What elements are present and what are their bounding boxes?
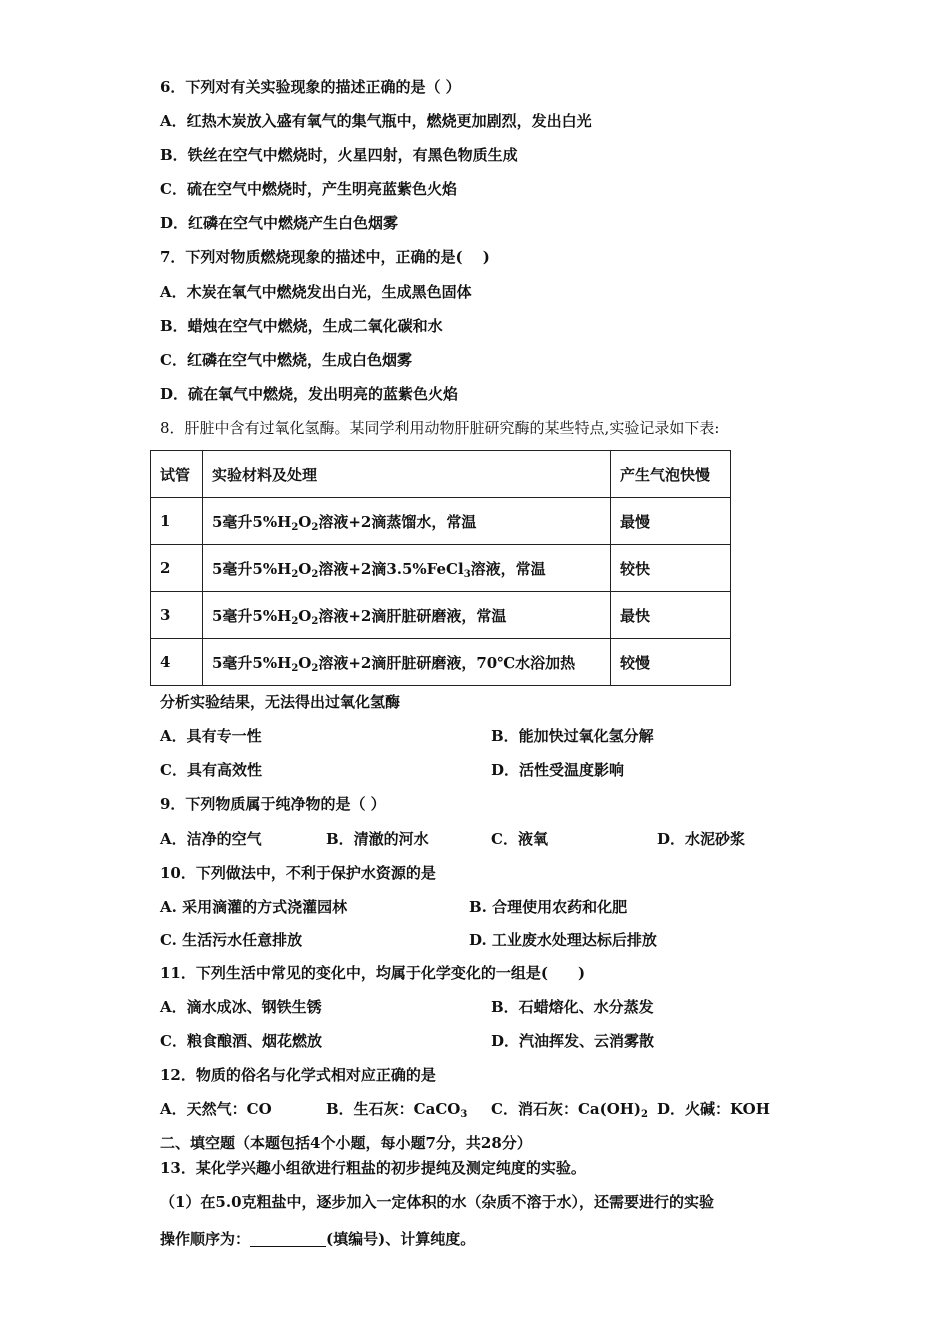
row-material: 5毫升$5\%H_2O_2$溶液+2滴肝脏研磨液，70℃水浴加热 [203,639,611,686]
row-result: 较快 [611,545,731,592]
q8-option-d: D．活性受温度影响 [491,761,625,779]
q12-option-c: C．消石灰：$Ca(OH)_2$ [491,1100,648,1120]
section-heading: 二、填空题（本题包括4个小题，每小题7分，共28分） [160,1134,532,1152]
row-id: 3 [151,592,203,639]
q11-option-b: B．石蜡熔化、水分蒸发 [491,998,654,1016]
q9-stem: 9．下列物质属于纯净物的是（ ） [160,795,386,813]
q8-analysis: 分析实验结果，无法得出过氧化氢酶 [160,693,401,711]
header-tube: 试管 [151,451,203,498]
header-material: 实验材料及处理 [203,451,611,498]
q11-option-d: D．汽油挥发、云消雾散 [491,1032,655,1050]
row-result: 较慢 [611,639,731,686]
q11-option-c: C．粮食酿酒、烟花燃放 [160,1032,322,1050]
q9-option-d: D．水泥砂浆 [657,830,746,848]
header-rate: 产生气泡快慢 [611,451,731,498]
q6-option-b: B．铁丝在空气中燃烧时，火星四射，有黑色物质生成 [160,146,518,164]
experiment-table [150,450,731,686]
row-material: 5毫升$5\%H_2O_2$溶液+2滴肝脏研磨液，常温 [203,592,611,639]
q7-option-c: C．红磷在空气中燃烧，生成白色烟雾 [160,351,412,369]
table-row [151,592,731,639]
q7-option-d: D．硫在氧气中燃烧，发出明亮的蓝紫色火焰 [160,385,459,403]
q13-part1-line1: （1）在5.0克粗盐中，逐步加入一定体积的水（杂质不溶于水），还需要进行的实验 [160,1193,715,1211]
row-material: 5毫升$5\%H_2O_2$溶液+2滴3.5%FeCl$_3$溶液，常温 [203,545,611,592]
q10-option-d: D. 工业废水处理达标后排放 [469,931,657,949]
q7-stem: 7．下列对物质燃烧现象的描述中，正确的是( ) [160,248,490,266]
q6-option-d: D．红磷在空气中燃烧产生白色烟雾 [160,214,399,232]
row-material: 5毫升$5\%H_2O_2$溶液+2滴蒸馏水，常温 [203,498,611,545]
q12-option-a: A．天然气：CO [160,1100,272,1118]
q7-option-a: A．木炭在氧气中燃烧发出白光，生成黑色固体 [160,283,472,301]
q10-stem: 10．下列做法中，不利于保护水资源的是 [160,864,436,882]
row-id: 2 [151,545,203,592]
q11-option-a: A．滴水成冰、钢铁生锈 [160,998,322,1016]
table-row [151,498,731,545]
q6-option-c: C．硫在空气中燃烧时，产生明亮蓝紫色火焰 [160,180,457,198]
row-result: 最快 [611,592,731,639]
q13-part1-line2: 操作顺序为： (填编号)、计算纯度。 [160,1230,476,1248]
q8-option-c: C．具有高效性 [160,761,262,779]
q12-stem: 12．物质的俗名与化学式相对应正确的是 [160,1066,436,1084]
q10-option-b: B. 合理使用农药和化肥 [469,898,628,916]
q8-option-b: B．能加快过氧化氢分解 [491,727,654,745]
table-row [151,545,731,592]
q12-option-d: D．火碱：KOH [657,1100,770,1118]
table-row [151,639,731,686]
q13-stem: 13．某化学兴趣小组欲进行粗盐的初步提纯及测定纯度的实验。 [160,1159,586,1177]
q9-option-b: B．清澈的河水 [326,830,429,848]
table-header-row [151,451,731,498]
q9-option-c: C．液氧 [491,830,548,848]
q11-stem: 11．下列生活中常见的变化中，均属于化学变化的一组是( ) [160,964,586,982]
row-id: 4 [151,639,203,686]
q6-stem: 6．下列对有关实验现象的描述正确的是（ ） [160,78,461,96]
q8-option-a: A．具有专一性 [160,727,262,745]
q10-option-c: C. 生活污水任意排放 [160,931,303,949]
q8-stem: 8．肝脏中含有过氧化氢酶。某同学利用动物肝脏研究酶的某些特点,实验记录如下表: [160,419,720,437]
answer-blank[interactable] [250,1232,326,1247]
row-id: 1 [151,498,203,545]
q6-option-a: A．红热木炭放入盛有氧气的集气瓶中，燃烧更加剧烈，发出白光 [160,112,592,130]
q12-option-b: B．生石灰：CaCO$_3$ [326,1100,468,1120]
q9-option-a: A．洁净的空气 [160,830,262,848]
row-result: 最慢 [611,498,731,545]
q10-option-a: A. 采用滴灌的方式浇灌园林 [160,898,348,916]
q7-option-b: B．蜡烛在空气中燃烧，生成二氧化碳和水 [160,317,443,335]
